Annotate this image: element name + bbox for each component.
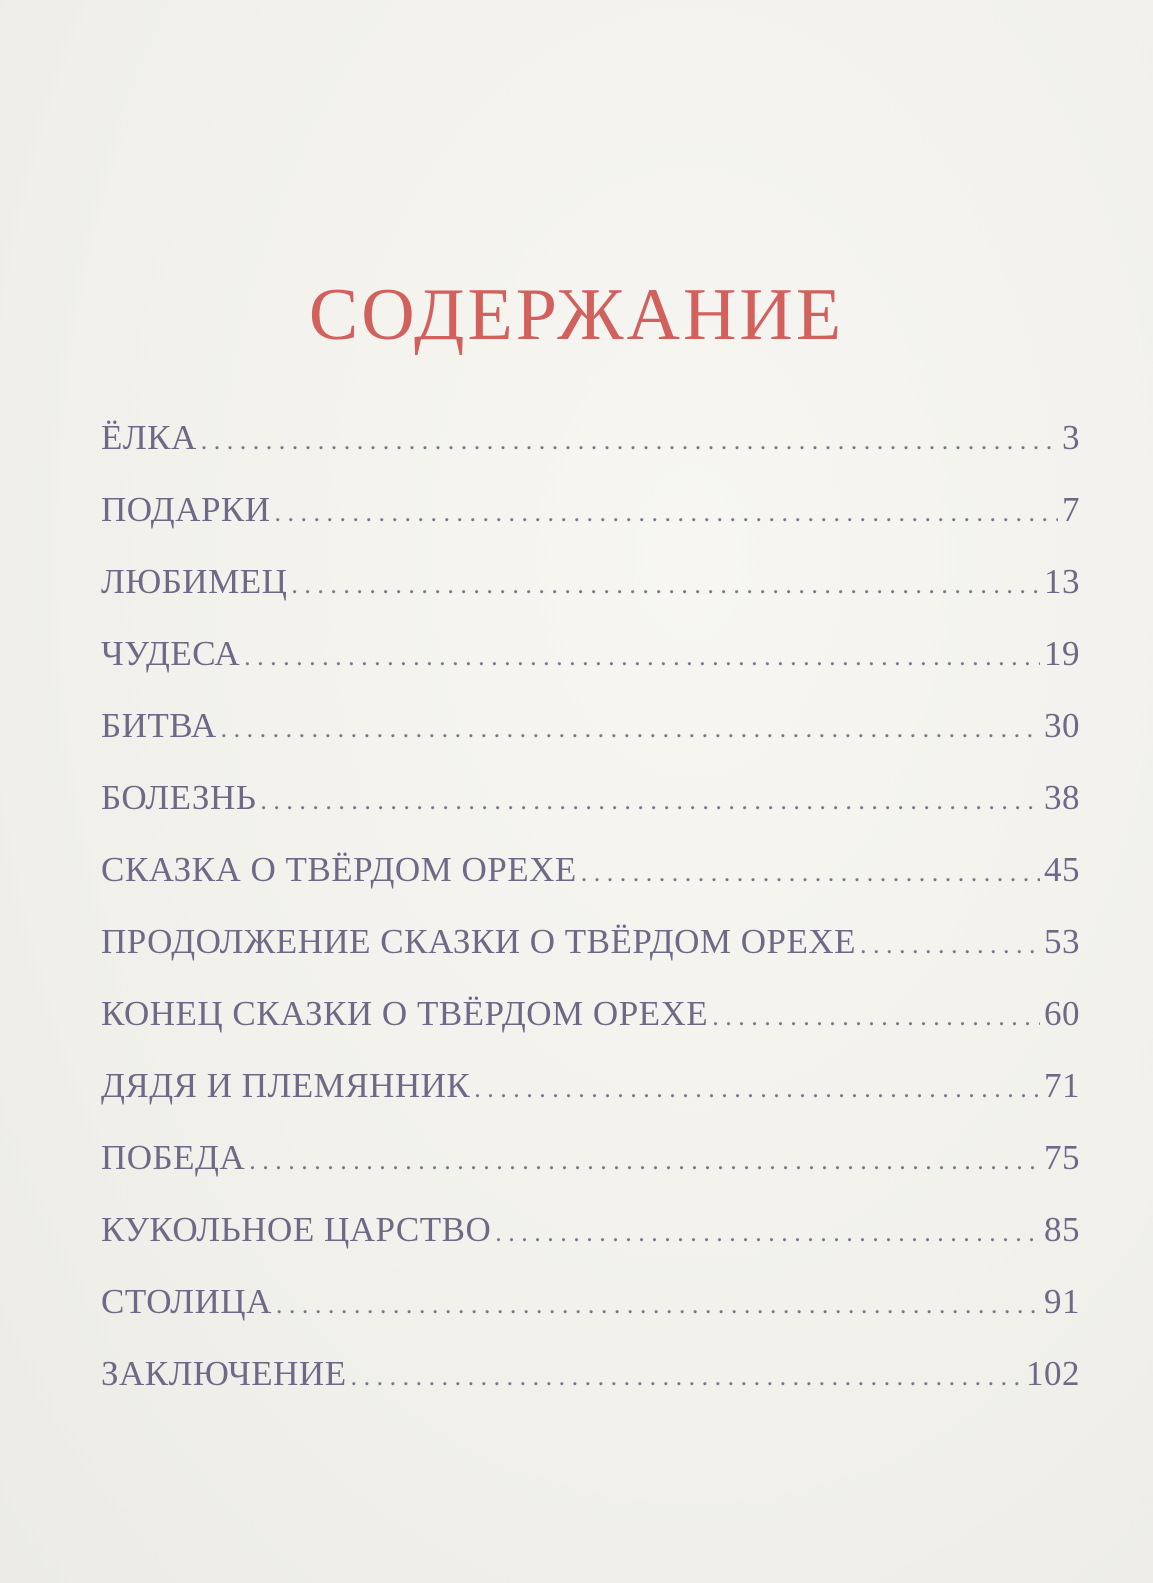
toc-entry-page-number: 60 — [1044, 994, 1080, 1033]
toc-entry-title: ПОДАРКИ — [101, 490, 271, 529]
toc-entry — [101, 562, 1080, 634]
toc-entry-title: ПОБЕДА — [101, 1138, 246, 1177]
toc-entry-title: ДЯДЯ И ПЛЕМЯННИК — [101, 1066, 471, 1105]
toc-dot-leader — [712, 1002, 1040, 1032]
toc-dot-leader — [276, 1290, 1040, 1320]
toc-dot-leader — [860, 930, 1040, 960]
toc-entry-title: БИТВА — [101, 706, 217, 745]
toc-dot-leader — [275, 498, 1058, 528]
toc-entry — [101, 1210, 1080, 1282]
toc-entry-title: ЛЮБИМЕЦ — [101, 562, 288, 601]
toc-entry-title: СТОЛИЦА — [101, 1282, 272, 1321]
toc-dot-leader — [249, 1146, 1040, 1176]
toc-entry-title: ЗАКЛЮЧЕНИЕ — [101, 1354, 347, 1393]
toc-entry-page-number: 85 — [1044, 1210, 1080, 1249]
toc-entry-page-number: 75 — [1044, 1138, 1080, 1177]
toc-entry-page-number: 45 — [1044, 850, 1080, 889]
toc-entry-page-number: 91 — [1044, 1282, 1080, 1321]
toc-entry-title: СКАЗКА О ТВЁРДОМ ОРЕХЕ — [101, 850, 577, 889]
contents-heading: СОДЕРЖАНИЕ — [308, 274, 845, 356]
toc-dot-leader — [495, 1218, 1040, 1248]
toc-entry — [101, 922, 1080, 994]
toc-dot-leader — [244, 642, 1040, 672]
toc-entry-page-number: 3 — [1062, 418, 1080, 457]
toc-entry-page-number: 30 — [1044, 706, 1080, 745]
toc-entry-title: БОЛЕЗНЬ — [101, 778, 257, 817]
toc-entry-page-number: 71 — [1044, 1066, 1080, 1105]
toc-entry — [101, 634, 1080, 706]
toc-dot-leader — [260, 786, 1040, 816]
toc-entry-title: КУКОЛЬНОЕ ЦАРСТВО — [101, 1210, 492, 1249]
toc-entry — [101, 1354, 1080, 1426]
toc-entry — [101, 1138, 1080, 1210]
toc-entry — [101, 1282, 1080, 1354]
toc-entry — [101, 490, 1080, 562]
toc-entry-title: ЁЛКА — [101, 418, 197, 457]
toc-entry-title: ПРОДОЛЖЕНИЕ СКАЗКИ О ТВЁРДОМ ОРЕХЕ — [101, 922, 857, 961]
table-of-contents — [101, 418, 1080, 1426]
toc-entry — [101, 994, 1080, 1066]
toc-entry — [101, 1066, 1080, 1138]
toc-dot-leader — [221, 714, 1040, 744]
toc-entry — [101, 706, 1080, 778]
toc-entry — [101, 778, 1080, 850]
toc-entry-title: КОНЕЦ СКАЗКИ О ТВЁРДОМ ОРЕХЕ — [101, 994, 709, 1033]
toc-dot-leader — [201, 426, 1058, 456]
toc-entry-page-number: 7 — [1062, 490, 1080, 529]
toc-dot-leader — [291, 570, 1040, 600]
toc-entry-page-number: 19 — [1044, 634, 1080, 673]
toc-entry-page-number: 53 — [1044, 922, 1080, 961]
toc-entry-page-number: 102 — [1026, 1354, 1080, 1393]
toc-entry-page-number: 38 — [1044, 778, 1080, 817]
toc-entry — [101, 418, 1080, 490]
toc-dot-leader — [474, 1074, 1040, 1104]
toc-entry — [101, 850, 1080, 922]
toc-dot-leader — [581, 858, 1040, 888]
toc-entry-title: ЧУДЕСА — [101, 634, 241, 673]
toc-dot-leader — [351, 1362, 1022, 1392]
toc-entry-page-number: 13 — [1044, 562, 1080, 601]
